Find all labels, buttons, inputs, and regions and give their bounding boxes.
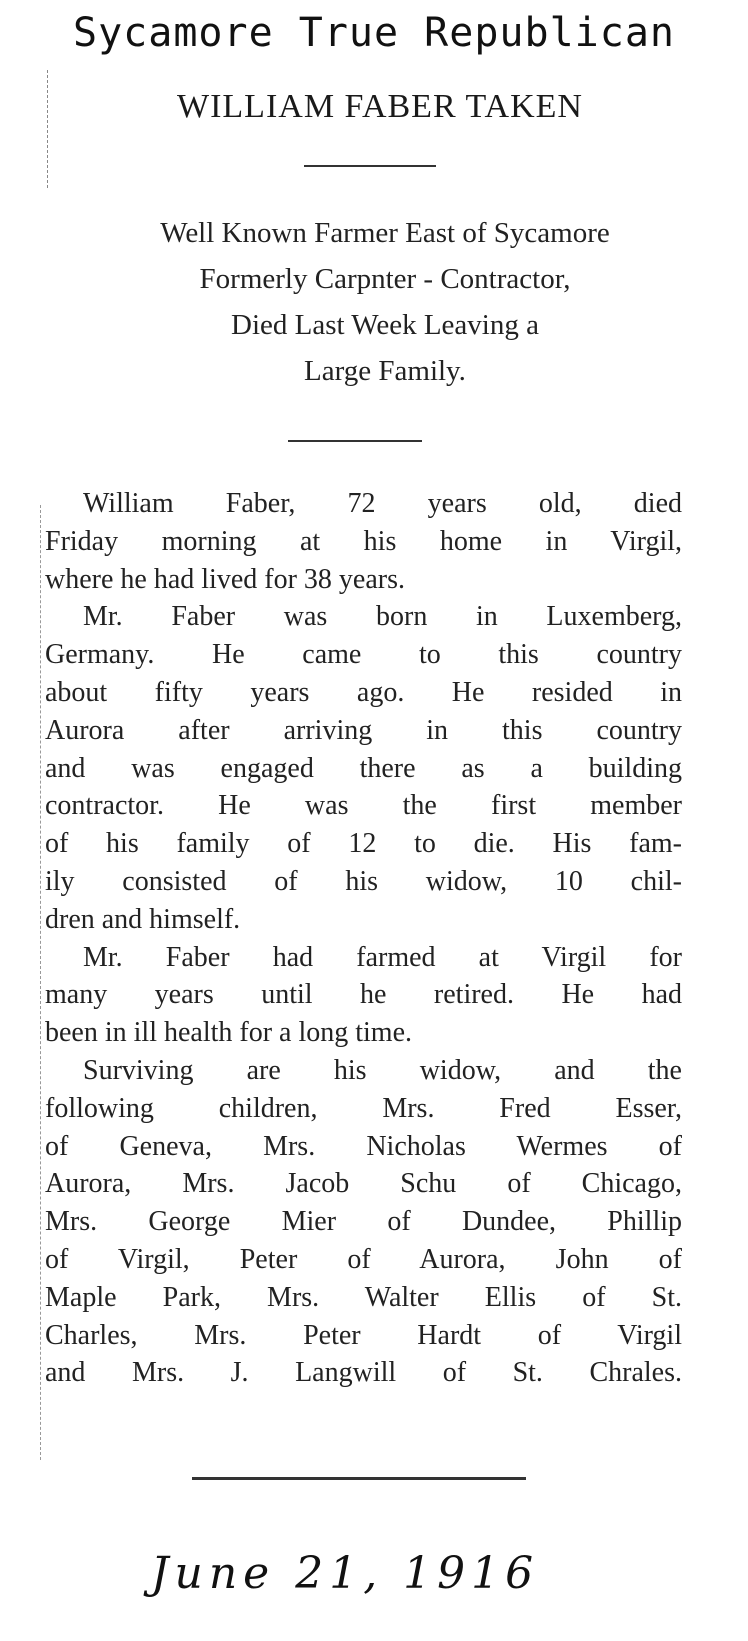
body-line: and Mrs. J. Langwill of St. Chrales. [45, 1357, 682, 1389]
article-end-rule [192, 1477, 526, 1480]
article-body [45, 485, 682, 1392]
body-line: Charles, Mrs. Peter Hardt of Virgil [45, 1319, 682, 1351]
article-headline: WILLIAM FABER TAKEN [177, 88, 583, 125]
body-line: where he had lived for 38 years. [45, 563, 405, 595]
headline-divider [304, 165, 436, 167]
handwritten-date: June 21, 1916 [150, 1548, 540, 1599]
body-line: been in ill health for a long time. [45, 1017, 413, 1049]
body-line: Aurora, Mrs. Jacob Schu of Chicago, [45, 1168, 682, 1200]
body-line: many years until he retired. He had [45, 979, 682, 1011]
body-line: ily consisted of his widow, 10 chil- [45, 865, 682, 897]
subhead-line: Well Known Farmer East of Sycamore [160, 217, 610, 249]
body-line: Mr. Faber had farmed at Virgil for [83, 941, 682, 973]
body-line: William Faber, 72 years old, died [83, 488, 682, 519]
subhead-divider [288, 440, 422, 442]
body-line: of his family of 12 to die. His fam- [45, 828, 682, 860]
body-line: Friday morning at his home in Virgil, [45, 525, 682, 557]
newspaper-name: Sycamore True Republican [73, 10, 675, 56]
body-line: Aurora after arriving in this country [45, 714, 682, 746]
body-line: Germany. He came to this country [45, 639, 682, 671]
body-line: dren and himself. [45, 903, 241, 935]
body-line: of Virgil, Peter of Aurora, John of [45, 1243, 682, 1275]
subhead-line: Formerly Carpnter - Contractor, [199, 263, 571, 295]
body-line: Mrs. George Mier of Dundee, Phillip [45, 1206, 682, 1238]
article-subheadline [40, 210, 730, 394]
body-line: contractor. He was the first member [45, 790, 682, 822]
body-line: about fifty years ago. He resided in [45, 676, 682, 708]
subhead-line: Died Last Week Leaving a [231, 309, 539, 341]
clipping-edge-body [40, 505, 41, 1460]
body-line: and was engaged there as a building [45, 752, 682, 784]
body-line: Mr. Faber was born in Luxemberg, [83, 601, 682, 633]
body-line: Surviving are his widow, and the [83, 1054, 682, 1086]
clipping-edge-top [47, 70, 48, 188]
body-line: of Geneva, Mrs. Nicholas Wermes of [45, 1130, 682, 1162]
body-line: Maple Park, Mrs. Walter Ellis of St. [45, 1281, 682, 1313]
body-line: following children, Mrs. Fred Esser, [45, 1092, 682, 1124]
subhead-line: Large Family. [304, 355, 466, 387]
